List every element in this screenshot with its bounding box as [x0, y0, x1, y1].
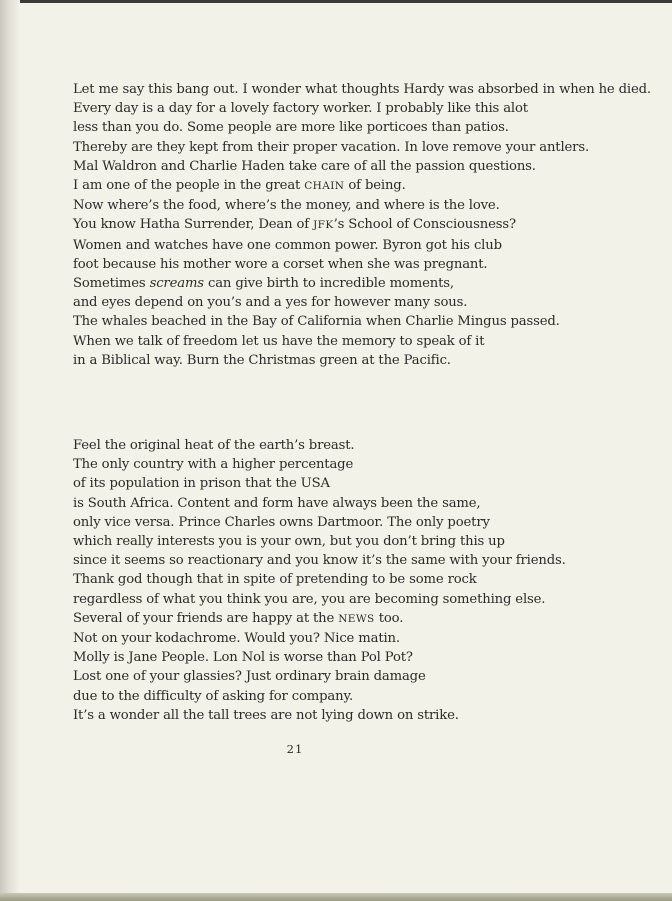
poem-line: in a Biblical way. Burn the Christmas green at the Pacific.	[73, 352, 451, 368]
poem-line	[73, 215, 651, 235]
poem-line: is South Africa. Content and form have always been the same,	[73, 495, 481, 511]
poem-line	[73, 274, 651, 293]
small-caps-word: NEWS	[338, 612, 375, 625]
page-bottom-edge	[0, 893, 672, 901]
poem-line	[73, 609, 566, 629]
poem-line: Mal Waldron and Charlie Haden take care of all the passion questions.	[73, 158, 536, 174]
poem-line: When we talk of freedom let us have the memory to speak of it	[73, 333, 485, 349]
poem-line: which really interests you is your own, but you don’t bring this up	[73, 534, 505, 550]
poem-line: Every day is a day for a lovely factory worker. I probably like this alot	[73, 101, 528, 117]
poem-line-text: Sometimes	[73, 276, 150, 292]
italic-word: screams	[149, 276, 204, 292]
poem-line: Women and watches have one common power. Byron got his club	[73, 237, 502, 253]
poem-line: Now where’s the food, where’s the money, and where is the love.	[73, 198, 500, 214]
small-caps-word: CHAIN	[304, 180, 345, 193]
poem-line: Thank god though that in spite of pretending to be some rock	[73, 572, 477, 588]
poem-line: regardless of what you think you are, you are becoming something else.	[73, 591, 546, 607]
poem-line: foot because his mother wore a corset when she was pregnant.	[73, 256, 488, 272]
poem-line: due to the difficulty of asking for company.	[73, 688, 354, 704]
page-top-edge	[0, 0, 672, 3]
poem-line-text: of being.	[344, 178, 406, 194]
poem-line-text: can give birth to incredible moments,	[203, 276, 454, 292]
poem-line-text: You know Hatha Surrender, Dean of	[73, 217, 314, 233]
poem-line: Let me say this bang out. I wonder what thoughts Hardy was absorbed in when he died.	[73, 82, 651, 97]
poem-line: Thereby are they kept from their proper vacation. In love remove your antlers.	[73, 139, 589, 155]
poem-line: Molly is Jane People. Lon Nol is worse than Pol Pot?	[73, 650, 413, 666]
poem-line: and eyes depend on you’s and a yes for however many sous.	[73, 295, 468, 311]
book-gutter-shadow	[0, 0, 20, 901]
poem-line: Lost one of your glassies? Just ordinary brain damage	[73, 669, 426, 685]
poem-line-text: too.	[374, 610, 404, 626]
small-caps-word: JFK	[313, 219, 334, 232]
poem-line: since it seems so reactionary and you know it’s the same with your friends.	[73, 553, 566, 569]
poem-line-text: Several of your friends are happy at the	[73, 610, 339, 626]
poem-line: Feel the original heat of the earth’s breast.	[73, 438, 355, 453]
poem-line	[73, 176, 651, 196]
poem-line: It’s a wonder all the tall trees are not lying down on strike.	[73, 707, 459, 723]
poem-stanza-1	[73, 80, 651, 370]
poem-stanza-2	[73, 436, 566, 725]
poem-line-text: I am one of the people in the great	[73, 178, 305, 194]
page-number: 21	[286, 742, 304, 756]
poem-line: The whales beached in the Bay of California when Charlie Mingus passed.	[73, 314, 560, 330]
poem-line: only vice versa. Prince Charles owns Dartmoor. The only poetry	[73, 514, 490, 530]
poem-line-text: ’s School of Consciousness?	[333, 217, 516, 233]
poem-line: less than you do. Some people are more like porticoes than patios.	[73, 120, 509, 136]
poem-line: Not on your kodachrome. Would you? Nice matin.	[73, 631, 400, 647]
poem-line: The only country with a higher percentage	[73, 457, 354, 473]
poem-line: of its population in prison that the USA	[73, 476, 330, 492]
